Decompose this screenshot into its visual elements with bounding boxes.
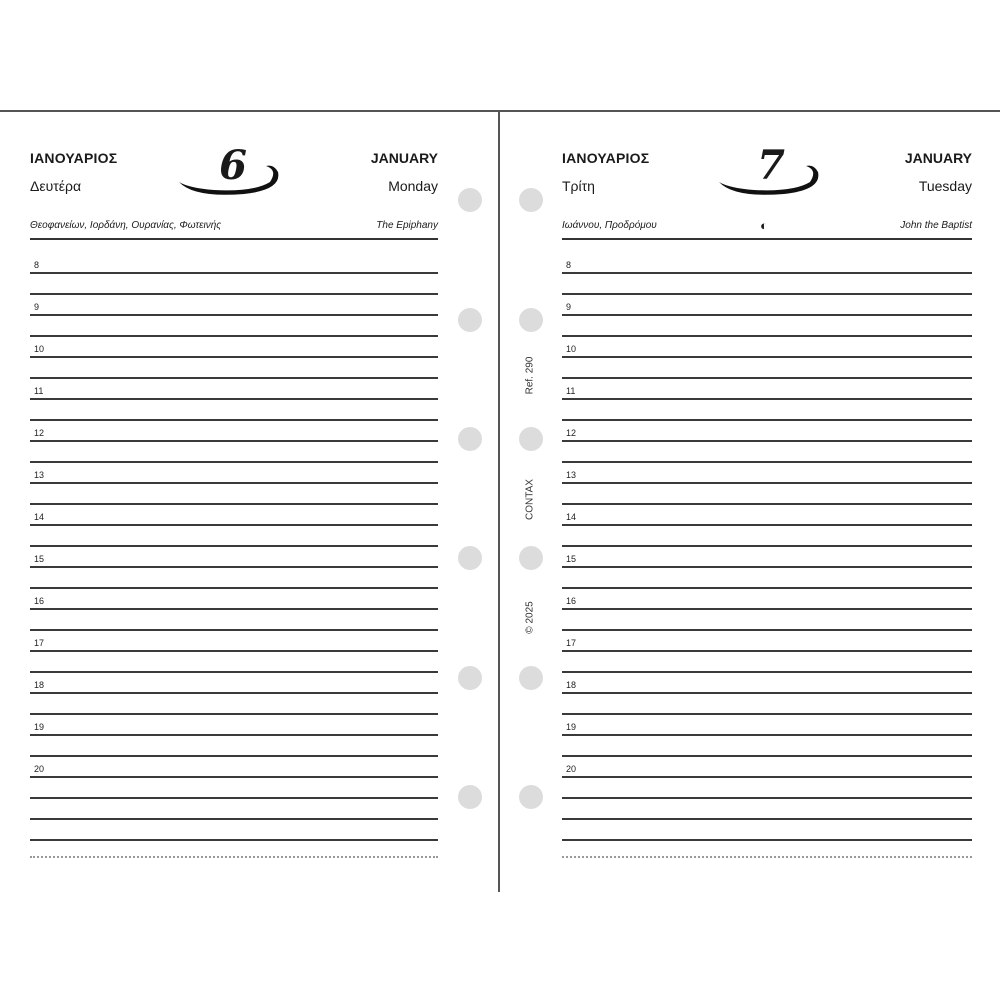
schedule-line	[562, 419, 972, 421]
binder-hole	[519, 188, 543, 212]
hour-label: 12	[566, 428, 577, 438]
schedule-line	[30, 482, 438, 484]
schedule-line	[30, 419, 438, 421]
schedule-line	[562, 755, 972, 757]
schedule-line	[30, 734, 438, 736]
schedule-line	[30, 776, 438, 778]
name-day-greek: Ιωάννου, Προδρόμου	[562, 220, 657, 231]
schedule-line	[30, 503, 438, 505]
name-day-greek: Θεοφανείων, Ιορδάνη, Ουρανίας, Φωτεινής	[30, 220, 222, 231]
copyright-label: © 2025	[524, 601, 536, 634]
schedule-line	[30, 797, 438, 799]
hour-label: 15	[566, 554, 577, 564]
header-rule	[562, 238, 972, 240]
weekday-english: Tuesday	[918, 178, 972, 194]
footer-dotted-line	[562, 856, 972, 858]
month-english: JANUARY	[370, 150, 438, 166]
binder-hole	[458, 188, 482, 212]
weekday-greek: Δευτέρα	[30, 178, 82, 194]
schedule-line	[30, 713, 438, 715]
schedule-line	[30, 314, 438, 316]
hour-label: 17	[34, 638, 45, 648]
schedule-line	[562, 839, 972, 841]
schedule-line	[30, 335, 438, 337]
hour-label: 16	[566, 596, 577, 606]
schedule-line	[30, 650, 438, 652]
schedule-line	[562, 440, 972, 442]
schedule-line	[562, 566, 972, 568]
schedule-line	[562, 797, 972, 799]
schedule-line	[30, 524, 438, 526]
schedule-line	[30, 440, 438, 442]
schedule-line	[562, 650, 972, 652]
schedule-line	[562, 608, 972, 610]
hour-label: 18	[566, 680, 577, 690]
hour-label: 18	[34, 680, 45, 690]
hour-label: 8	[566, 260, 572, 270]
hour-label: 16	[34, 596, 45, 606]
hour-label: 14	[34, 512, 45, 522]
schedule-line	[562, 524, 972, 526]
schedule-line	[30, 398, 438, 400]
hour-label: 15	[34, 554, 45, 564]
ref-label: Ref. 290	[524, 356, 536, 395]
month-english: JANUARY	[904, 150, 972, 166]
schedule-line	[562, 377, 972, 379]
hour-label: 8	[34, 260, 40, 270]
weekday-english: Monday	[388, 178, 438, 194]
schedule-line	[562, 482, 972, 484]
schedule-line	[562, 776, 972, 778]
binder-hole	[519, 427, 543, 451]
schedule-line	[30, 755, 438, 757]
hour-label: 10	[566, 344, 577, 354]
binder-hole	[519, 546, 543, 570]
schedule-line	[30, 629, 438, 631]
hour-label: 17	[566, 638, 577, 648]
hour-label: 9	[566, 302, 572, 312]
hour-label: 20	[566, 764, 577, 774]
schedule-line	[562, 734, 972, 736]
hour-label: 19	[566, 722, 577, 732]
schedule-line	[562, 587, 972, 589]
schedule-line	[562, 818, 972, 820]
binder-hole	[519, 666, 543, 690]
schedule-line	[30, 356, 438, 358]
hour-label: 14	[566, 512, 577, 522]
schedule-line	[30, 818, 438, 820]
header-rule	[30, 238, 438, 240]
schedule-line	[30, 377, 438, 379]
brand-label: CONTAX	[524, 479, 536, 520]
schedule-line	[562, 671, 972, 673]
schedule-line	[30, 839, 438, 841]
moon-phase-icon: ◐	[760, 218, 768, 233]
schedule-line	[562, 503, 972, 505]
schedule-line	[30, 461, 438, 463]
month-greek: ΙΑΝΟΥΑΡΙΟΣ	[562, 150, 650, 166]
schedule-line	[30, 566, 438, 568]
hour-label: 11	[34, 386, 44, 396]
feast-english: The Epiphany	[376, 220, 438, 231]
weekday-greek: Τρίτη	[562, 178, 595, 194]
hour-label: 19	[34, 722, 45, 732]
schedule-line	[562, 398, 972, 400]
schedule-line	[30, 545, 438, 547]
hour-label: 13	[566, 470, 577, 480]
binder-hole	[458, 546, 482, 570]
schedule-line	[562, 545, 972, 547]
binder-hole	[519, 308, 543, 332]
schedule-line	[562, 314, 972, 316]
hour-label: 11	[566, 386, 576, 396]
feast-english: John the Baptist	[900, 220, 972, 231]
day-number: 6	[219, 142, 247, 189]
schedule-line	[562, 356, 972, 358]
schedule-line	[30, 608, 438, 610]
schedule-line	[30, 272, 438, 274]
binder-hole	[458, 785, 482, 809]
planner-spread	[0, 110, 1000, 892]
day-number: 7	[757, 142, 785, 189]
hour-label: 20	[34, 764, 45, 774]
schedule-line	[562, 335, 972, 337]
schedule-line	[30, 692, 438, 694]
hour-label: 10	[34, 344, 45, 354]
hour-label: 9	[34, 302, 40, 312]
binder-hole	[458, 666, 482, 690]
month-greek: ΙΑΝΟΥΑΡΙΟΣ	[30, 150, 118, 166]
binder-hole	[458, 308, 482, 332]
schedule-line	[30, 293, 438, 295]
hour-label: 13	[34, 470, 45, 480]
footer-dotted-line	[30, 856, 438, 858]
binder-hole	[458, 427, 482, 451]
schedule-line	[30, 671, 438, 673]
schedule-line	[562, 713, 972, 715]
schedule-line	[562, 461, 972, 463]
hour-label: 12	[34, 428, 45, 438]
schedule-line	[562, 629, 972, 631]
schedule-line	[562, 272, 972, 274]
binder-hole	[519, 785, 543, 809]
schedule-line	[562, 692, 972, 694]
right-page	[502, 112, 1000, 892]
schedule-line	[562, 293, 972, 295]
schedule-line	[30, 587, 438, 589]
left-page	[0, 112, 500, 892]
